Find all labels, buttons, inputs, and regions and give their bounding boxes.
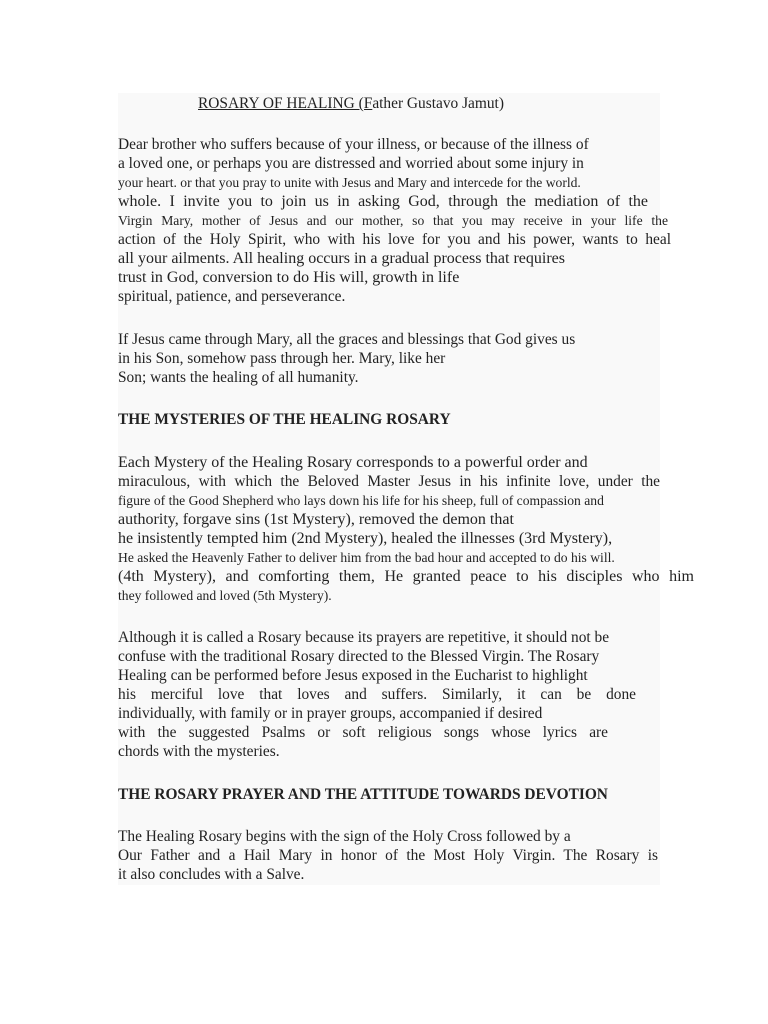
paragraph-line: in his Son, somehow pass through her. Mary, like her (118, 350, 446, 367)
section-heading-prayer-attitude: THE ROSARY PRAYER AND THE ATTITUDE TOWARDS DEVOTION (118, 786, 608, 803)
paragraph-line: spiritual, patience, and perseverance. (118, 288, 346, 305)
section-heading-mysteries: THE MYSTERIES OF THE HEALING ROSARY (118, 411, 451, 428)
paragraph-line: confuse with the traditional Rosary directed to the Blessed Virgin. The Rosary (118, 648, 600, 665)
paragraph-line: a loved one, or perhaps you are distressed and worried about some injury in (118, 155, 584, 172)
paragraph-line: Virgin Mary, mother of Jesus and our mother, so that you may receive in your life the (118, 213, 668, 228)
paragraph-line: he insistently tempted him (2nd Mystery), healed the illnesses (3rd Mystery), (118, 530, 613, 547)
title-rest: ather Gustavo Jamut) (372, 95, 504, 112)
title-underlined-part: ROSARY OF HEALING (F (198, 95, 373, 112)
paragraph-line: they followed and loved (5th Mystery). (118, 588, 332, 603)
paragraph-line: Each Mystery of the Healing Rosary corresponds to a powerful order and (118, 454, 588, 471)
paragraph-line: miraculous, with which the Beloved Master Jesus in his infinite love, under the (118, 473, 660, 490)
paragraph-line: it also concludes with a Salve. (118, 866, 305, 883)
paragraph-line: He asked the Heavenly Father to deliver him from the bad hour and accepted to do his will. (118, 550, 615, 565)
paragraph-line: Healing can be performed before Jesus exposed in the Eucharist to highlight (118, 667, 588, 684)
paragraph-line: Son; wants the healing of all humanity. (118, 369, 359, 386)
paragraph-line: Our Father and a Hail Mary in honor of the Most Holy Virgin. The Rosary is (118, 847, 658, 864)
paragraph-line: The Healing Rosary begins with the sign of the Holy Cross followed by a (118, 828, 571, 845)
paragraph-line: whole. I invite you to join us in asking God, through the mediation of the (118, 193, 648, 210)
paragraph-line: Dear brother who suffers because of your illness, or because of the illness of (118, 136, 589, 153)
paragraph-line: chords with the mysteries. (118, 743, 280, 760)
paragraph-line: his merciful love that loves and suffers. Similarly, it can be done (118, 686, 636, 703)
paragraph-line: authority, forgave sins (1st Mystery), removed the demon that (118, 511, 514, 528)
paragraph-line: with the suggested Psalms or soft religious songs whose lyrics are (118, 724, 608, 741)
document-title (198, 95, 504, 113)
paragraph-line: all your ailments. All healing occurs in a gradual process that requires (118, 250, 565, 267)
paragraph-line: figure of the Good Shepherd who lays down his life for his sheep, full of compassion and (118, 493, 604, 508)
paragraph-line: If Jesus came through Mary, all the graces and blessings that God gives us (118, 331, 576, 348)
paragraph-line: your heart. or that you pray to unite with Jesus and Mary and intercede for the world. (118, 175, 581, 190)
paragraph-line: Although it is called a Rosary because its prayers are repetitive, it should not be (118, 629, 610, 646)
paragraph-line: (4th Mystery), and comforting them, He granted peace to his disciples who him (118, 568, 694, 585)
paragraph-line: individually, with family or in prayer groups, accompanied if desired (118, 705, 543, 722)
paragraph-line: action of the Holy Spirit, who with his love for you and his power, wants to heal (118, 231, 671, 248)
paragraph-line: trust in God, conversion to do His will, growth in life (118, 269, 460, 286)
